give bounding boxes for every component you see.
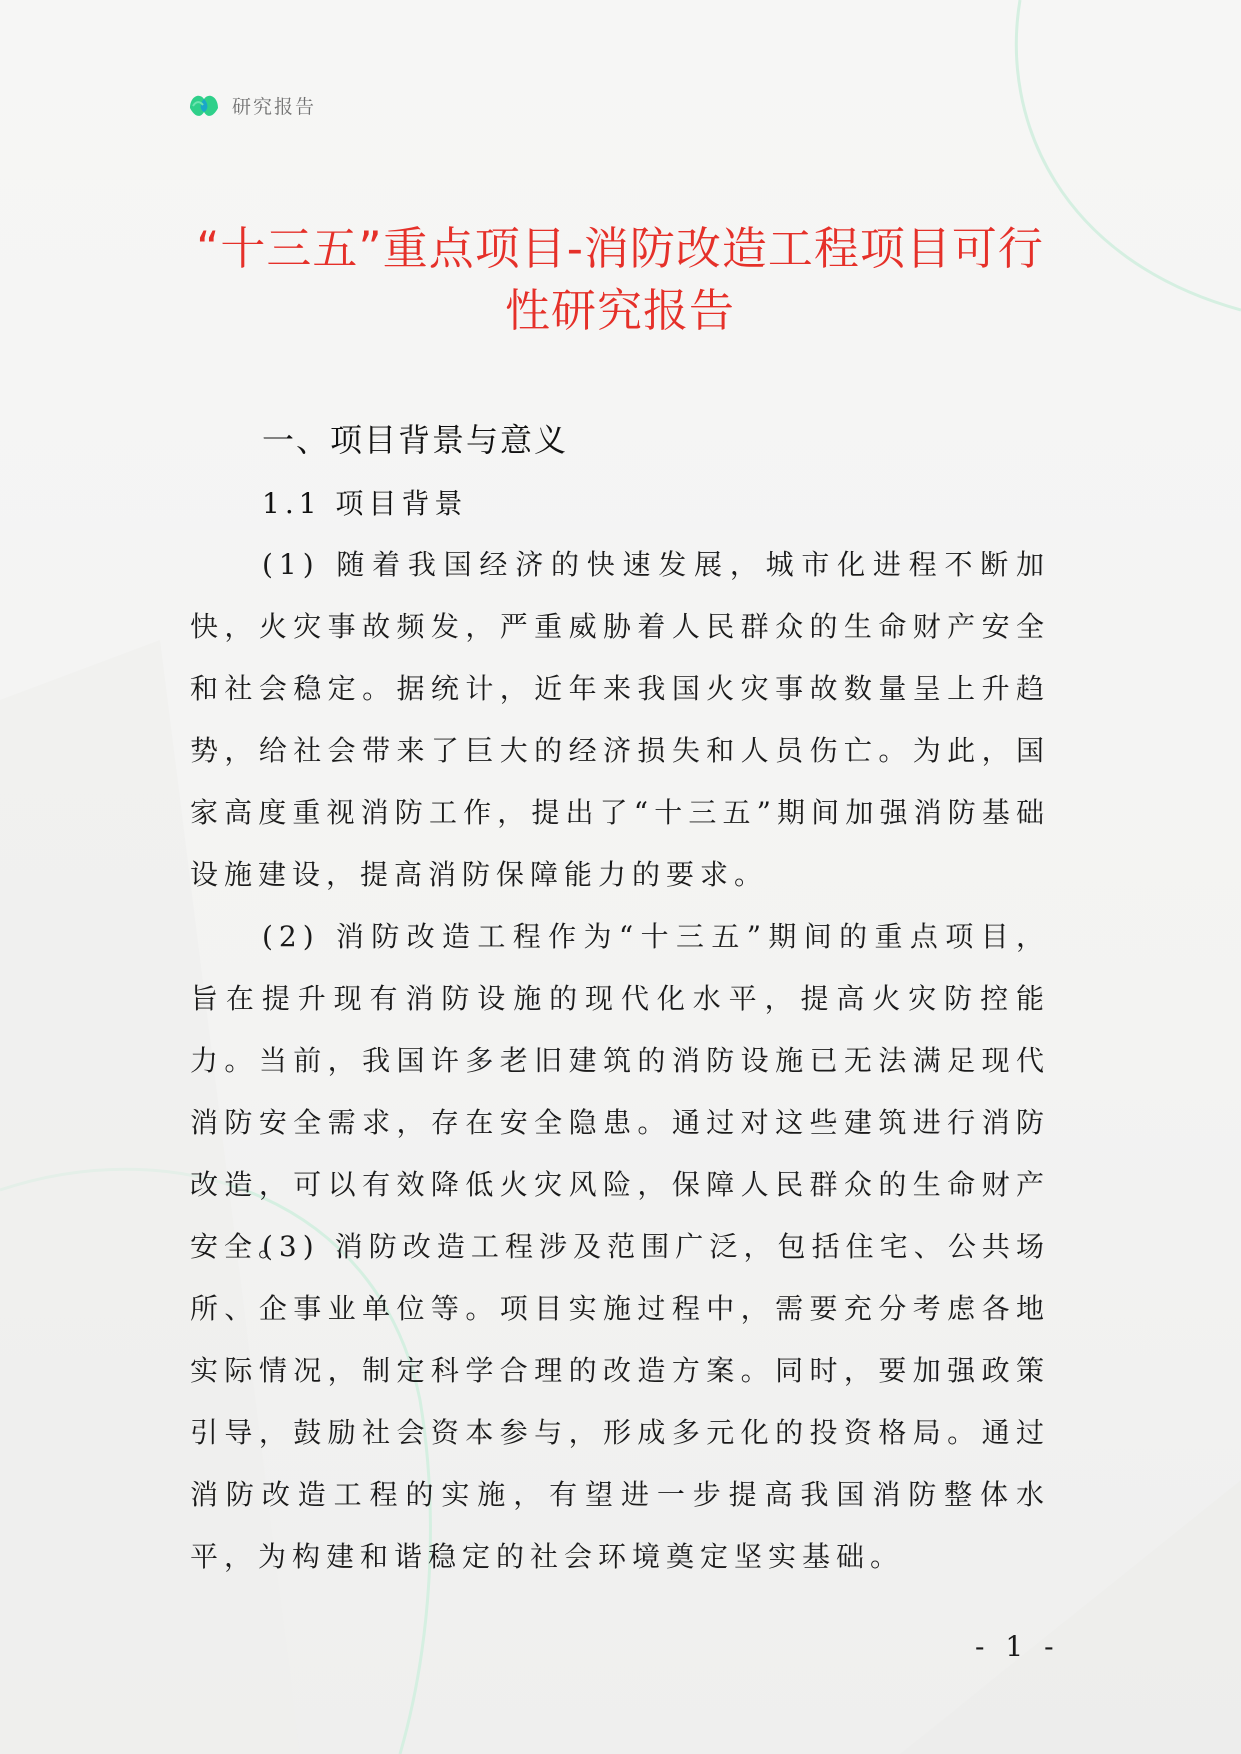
page-number: - 1 -	[975, 1630, 1060, 1663]
paragraph-1: (1) 随着我国经济的快速发展，城市化进程不断加快，火灾事故频发，严重威胁着人民群众的生命财产安全和社会稳定。据统计，近年来我国火灾事故数量呈上升趋势，给社会带来了巨大的经济损失和人员伤亡。为此，国家高度重视消防工作，提出了“十三五”期间加强消防基础设施建设，提高消防保障能力的要求。	[190, 548, 1050, 891]
paragraph-3: (3) 消防改造工程涉及范围广泛，包括住宅、公共场所、企事业单位等。项目实施过程中，需要充分考虑各地实际情况，制定科学合理的改造方案。同时，要加强政策引导，鼓励社会资本参与，形成多元化的投资格局。通过消防改造工程的实施，有望进一步提高我国消防整体水平，为构建和谐稳定的社会环境奠定坚实基础。	[190, 1230, 1050, 1573]
paragraph-2: (2) 消防改造工程作为“十三五”期间的重点项目，旨在提升现有消防设施的现代化水平，提高火灾防控能力。当前，我国许多老旧建筑的消防设施已无法满足现代消防安全需求，存在安全隐患。通过对这些建筑进行消防改造，可以有效降低火灾风险，保障人民群众的生命财产安全。	[190, 920, 1050, 1263]
document-title: “十三五”重点项目-消防改造工程项目可行性研究报告	[196, 222, 1044, 337]
top-right-arc	[1016, 0, 1241, 310]
section-heading: 一、项目背景与意义	[262, 421, 569, 459]
header-label: 研究报告	[232, 96, 317, 118]
subsection-heading: 1.1 项目背景	[262, 487, 468, 520]
leaf-logo-icon	[187, 88, 221, 122]
